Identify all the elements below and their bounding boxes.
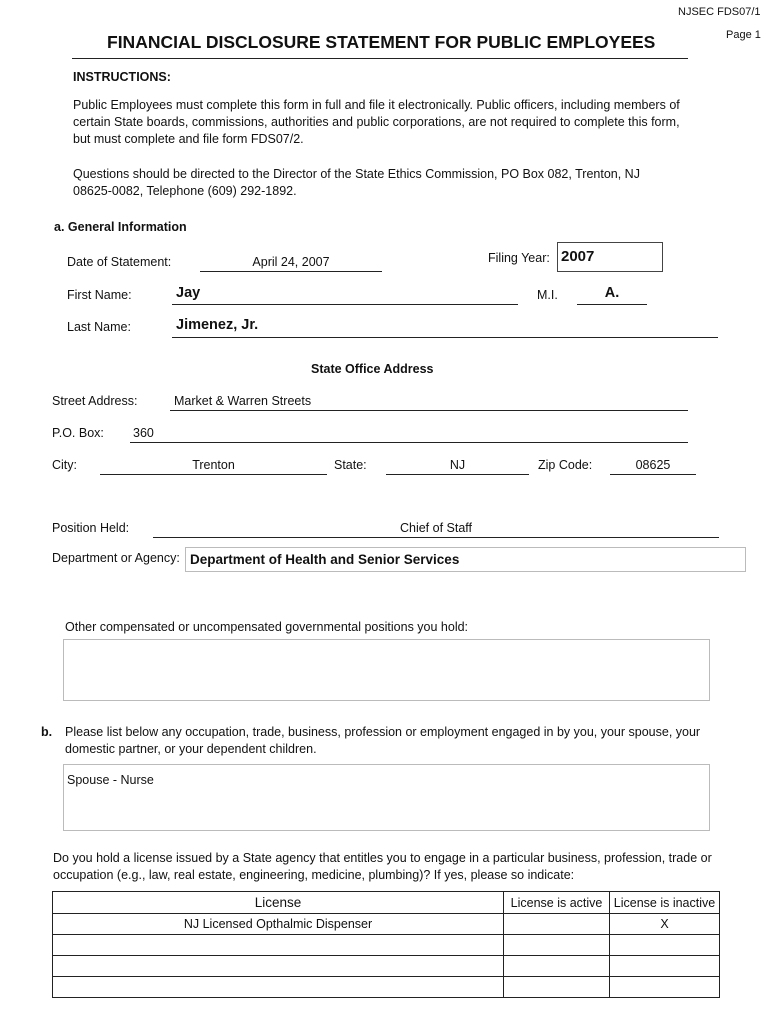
table-row [53,956,720,977]
other-positions-label: Other compensated or uncompensated governmental positions you hold: [65,620,469,634]
po-box-underline [130,442,688,443]
license-table-header [53,892,720,914]
active-cell[interactable] [504,914,610,935]
filing-year-label: Filing Year: [488,251,550,265]
last-name-underline [172,337,718,338]
city-underline [100,474,327,475]
street-label: Street Address: [52,394,138,408]
mi-underline [577,304,647,305]
instructions-line: certain State boards, commissions, authorities and public corporations, are not required to complete this form, [73,115,680,129]
active-column-header: License is active [504,892,610,914]
department-label: Department or Agency: [52,551,180,565]
position-label: Position Held: [52,521,130,535]
zip-underline [610,474,696,475]
filing-year-field[interactable]: 2007 [557,242,663,272]
mi-label: M.I. [537,288,558,302]
inactive-column-header: License is inactive [610,892,720,914]
active-cell[interactable] [504,977,610,998]
zip-label: Zip Code: [538,458,593,472]
license-cell[interactable]: NJ Licensed Opthalmic Dispenser [53,914,504,935]
last-name-label: Last Name: [67,320,131,334]
active-cell[interactable] [504,935,610,956]
first-name-underline [172,304,518,305]
occupation-field[interactable]: Spouse - Nurse [63,764,710,831]
inactive-cell[interactable] [610,935,720,956]
license-cell[interactable] [53,977,504,998]
table-row [53,977,720,998]
city-label: City: [52,458,77,472]
po-box-label: P.O. Box: [52,426,104,440]
license-table [52,891,720,998]
last-name-field[interactable]: Jimenez, Jr. [176,317,259,333]
license-cell[interactable] [53,956,504,977]
active-cell[interactable] [504,956,610,977]
license-cell[interactable] [53,935,504,956]
first-name-label: First Name: [67,288,132,302]
position-field[interactable]: Chief of Staff [399,521,473,535]
page-number: Page 1 [726,29,761,41]
department-field[interactable]: Department of Health and Senior Services [185,547,746,572]
state-label: State: [334,458,367,472]
inactive-cell[interactable] [610,956,720,977]
instructions-line: Questions should be directed to the Director of the State Ethics Commission, PO Box 082, Trenton, NJ [73,167,640,181]
mi-field[interactable]: A. [604,285,620,301]
section-b-question: domestic partner, or your dependent children. [65,742,317,756]
title-underline [72,58,688,59]
inactive-cell[interactable] [610,977,720,998]
license-column-header: License [53,892,504,914]
street-underline [170,410,688,411]
instructions-line: 08625-0082, Telephone (609) 292-1892. [73,184,297,198]
state-field[interactable]: NJ [449,458,466,472]
form-code: NJSEC FDS07/1 [678,6,761,18]
date-field[interactable]: April 24, 2007 [252,255,330,269]
first-name-field[interactable]: Jay [176,285,201,301]
section-b-question: Please list below any occupation, trade, business, profession or employment engaged in by you, your spouse, your [65,725,701,739]
other-positions-field[interactable] [63,639,710,701]
inactive-cell[interactable]: X [610,914,720,935]
license-question: Do you hold a license issued by a State agency that entitles you to engage in a particular business, profession, trade or [53,851,712,865]
state-underline [386,474,529,475]
page-title: FINANCIAL DISCLOSURE STATEMENT FOR PUBLIC EMPLOYEES [107,32,656,52]
instructions-line: but must complete and file form FDS07/2. [73,132,304,146]
position-underline [153,537,719,538]
street-field[interactable]: Market & Warren Streets [174,394,312,408]
city-field[interactable]: Trenton [192,458,235,472]
instructions-heading: INSTRUCTIONS: [73,70,171,84]
table-row [53,914,720,935]
address-heading: State Office Address [311,362,434,376]
date-label: Date of Statement: [67,255,172,269]
zip-field[interactable]: 08625 [635,458,671,472]
license-question: occupation (e.g., law, real estate, engineering, medicine, plumbing)? If yes, please so indicate: [53,868,575,882]
date-underline [200,271,382,272]
general-info-heading: a. General Information [54,220,187,234]
instructions-line: Public Employees must complete this form in full and file it electronically. Public officers, including members of [73,98,680,112]
po-box-field[interactable]: 360 [133,426,154,440]
section-b-letter: b. [41,725,53,739]
table-row [53,935,720,956]
